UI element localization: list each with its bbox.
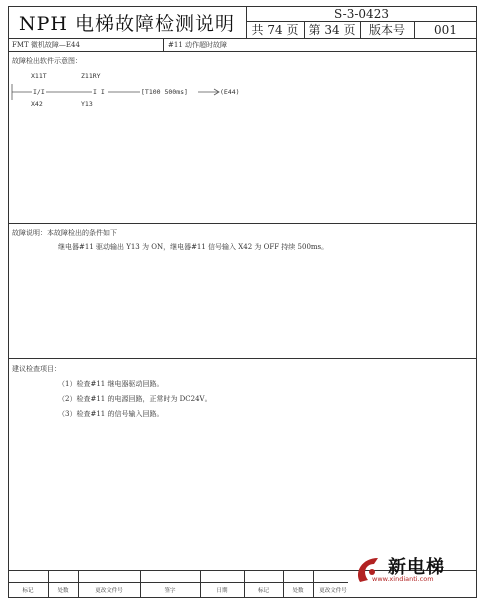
footer-cell: 更改文件号 (319, 588, 347, 594)
check-item: （3）检查#11 的信号输入回路。 (58, 410, 164, 418)
page-title: NPH 电梯故障检测说明 (18, 12, 236, 35)
fault-name: #11 动作超时故障 (168, 41, 227, 49)
footer-cell: 标记 (257, 588, 269, 594)
logo-url: www.xindianti.com (372, 575, 434, 583)
fault-row-divider (163, 38, 164, 51)
description-body: 继电器#11 驱动输出 Y13 为 ON，继电器#11 信号输入 X42 为 OFF 持续 500ms。 (58, 243, 329, 251)
diagram-bottom-right: Y13 (81, 100, 93, 108)
logo-text: 新电梯 (388, 557, 445, 578)
page-number: 第 34 页 (308, 23, 356, 37)
diagram-heading: 故障检出软件示意图： (12, 57, 82, 65)
footer-cell: 签字 (164, 588, 176, 594)
output-coil: (E44) (220, 88, 240, 96)
version-value: 001 (434, 22, 457, 37)
check-item: （2）检查#11 的电源回路，正常时为 DC24V。 (58, 395, 212, 403)
check-item: （1）检查#11 继电器驱动回路。 (58, 380, 164, 388)
contact-2: I I (93, 88, 105, 96)
fault-category: FMT 微机故障—E44 (12, 41, 80, 49)
version-label: 版本号 (368, 23, 405, 37)
description-heading: 故障说明：本故障检出的条件如下 (12, 229, 117, 237)
total-pages: 共 74 页 (251, 23, 299, 37)
diagram-top-right: Z11RY (81, 72, 101, 80)
contact-1: I/I (33, 88, 45, 96)
footer-cell: 标记 (22, 588, 34, 594)
header-bottom-line (8, 38, 477, 39)
fault-row-bottom-line (8, 51, 477, 52)
doc-number: S-3-0423 (334, 6, 389, 21)
footer-cell: 日期 (216, 588, 228, 594)
timer-block: [T100 500ms] (141, 88, 188, 96)
diagram-section-line (8, 223, 477, 224)
diagram-bottom-left: X42 (31, 100, 43, 108)
diagram-top-left: X11T (31, 72, 47, 80)
footer-cell: 更改文件号 (95, 588, 123, 594)
footer-cell: 处数 (292, 588, 304, 594)
footer-cell: 处数 (57, 588, 69, 594)
description-section-line (8, 358, 477, 359)
checks-heading: 建议检查项目： (12, 365, 61, 373)
